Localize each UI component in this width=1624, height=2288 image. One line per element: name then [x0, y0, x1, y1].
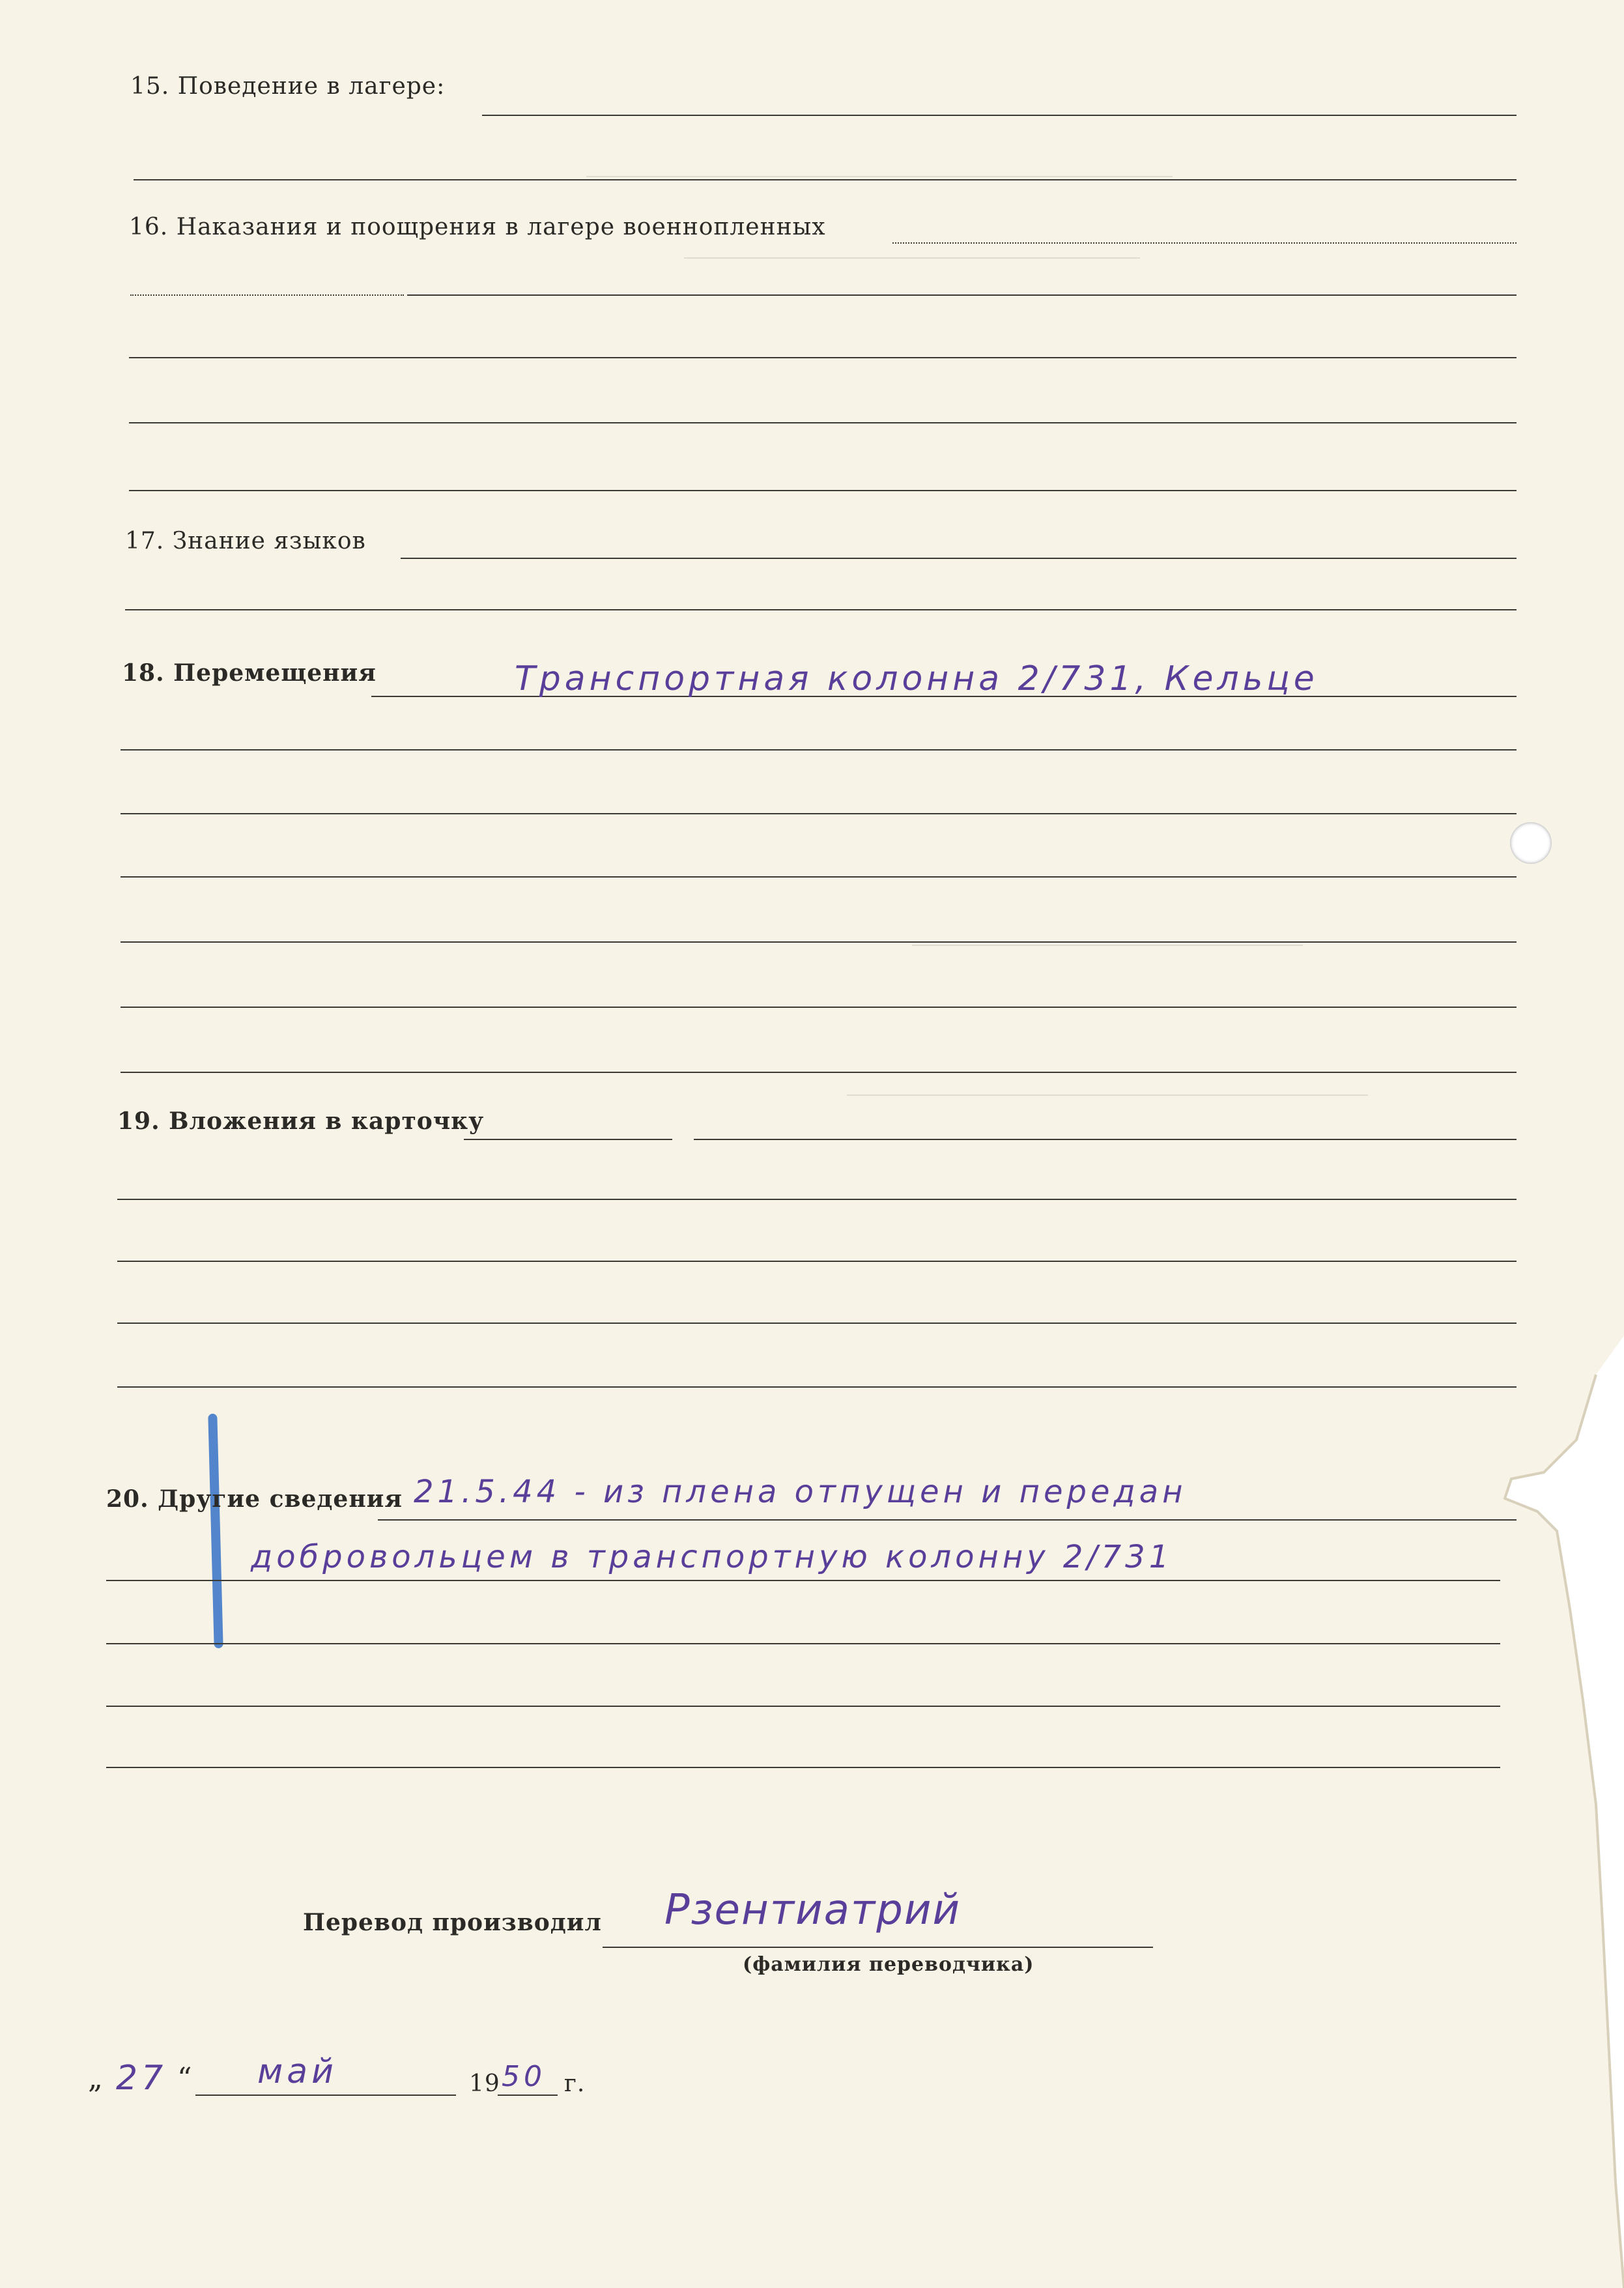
item-17-label: 17. Знание языков — [125, 528, 366, 554]
item-20-handwritten-1: 21.5.44 - из плена отпущен и передан — [414, 1474, 1187, 1510]
item-16-label: 16. Наказания и поощрения в лагере военнопленных — [129, 214, 826, 240]
item-20-line-5 — [106, 1767, 1500, 1768]
item-19-label: 19. Вложения в карточку — [117, 1108, 485, 1135]
item-17-line — [401, 558, 1517, 559]
item-18-line-3 — [121, 813, 1517, 814]
item-18-line-6 — [121, 1007, 1517, 1008]
blue-pencil-mark — [208, 1414, 223, 1648]
item-20-label: 20. Другие сведения — [106, 1485, 403, 1513]
item-16-line-5 — [129, 422, 1517, 423]
date-quote-close: “ — [177, 2062, 193, 2095]
item-15-line-2 — [134, 179, 1517, 180]
item-20-line-3 — [106, 1643, 1500, 1644]
punch-hole — [1510, 822, 1552, 864]
date-month-line — [195, 2095, 456, 2096]
torn-edge — [1498, 1336, 1624, 2288]
item-18-handwritten: Транспортная колонна 2/731, Кельце — [515, 659, 1318, 698]
item-19-line — [464, 1139, 672, 1140]
date-year-suffix: г. — [564, 2070, 586, 2097]
item-18-line-7 — [121, 1072, 1517, 1073]
date-year: 50 — [502, 2060, 546, 2093]
item-19-line-5 — [117, 1386, 1517, 1388]
date-day: 27 — [116, 2059, 167, 2098]
item-20-handwritten-2: добровольцем в транспортную колонну 2/731 — [251, 1539, 1173, 1575]
item-20-line-2 — [106, 1580, 1500, 1581]
item-15-line — [482, 115, 1517, 116]
item-20-line — [378, 1519, 1517, 1521]
date-year-line — [498, 2095, 558, 2096]
item-18-line-2 — [121, 749, 1517, 751]
item-16-line-4 — [129, 357, 1517, 358]
item-19-line-3 — [117, 1261, 1517, 1262]
translator-caption: (фамилия переводчика) — [743, 1953, 1034, 1976]
translator-label: Перевод производил — [303, 1909, 602, 1936]
date-month: май — [257, 2052, 337, 2091]
item-18-line-4 — [121, 876, 1517, 878]
item-16-line-3 — [407, 294, 1517, 296]
item-19-line-2 — [117, 1199, 1517, 1200]
item-15-label: 15. Поведение в лагере: — [130, 73, 446, 100]
item-19-line-b — [694, 1139, 1517, 1140]
date-year-prefix: 19 — [469, 2070, 500, 2097]
item-17-line-2 — [125, 609, 1517, 610]
item-18-label: 18. Перемещения — [122, 659, 377, 687]
translator-signature: Рзентиатрий — [664, 1886, 962, 1934]
item-18-line-5 — [121, 941, 1517, 943]
translator-line — [603, 1947, 1153, 1948]
item-16-line-6 — [129, 490, 1517, 491]
date-quote-open: „ — [88, 2062, 104, 2095]
item-16-line — [892, 242, 1517, 244]
item-19-line-4 — [117, 1323, 1517, 1324]
item-20-line-4 — [106, 1706, 1500, 1707]
item-16-line-2 — [130, 294, 404, 296]
